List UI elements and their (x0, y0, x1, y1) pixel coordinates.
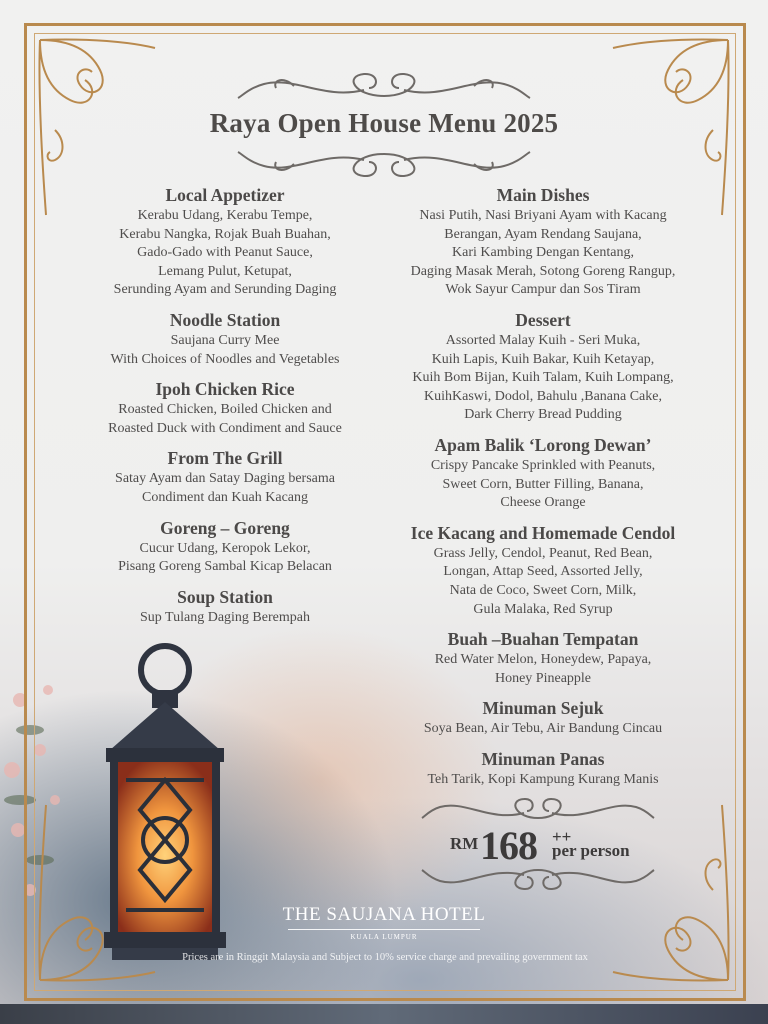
menu-item-line: Wok Sayur Campur dan Sos Tiram (445, 282, 641, 298)
menu-item-line: Roasted Chicken, Boiled Chicken and (118, 402, 332, 418)
menu-section-title: From The Grill (167, 448, 283, 469)
menu-section (70, 184, 380, 300)
menu-item-line: Satay Ayam dan Satay Daging bersama (115, 471, 335, 487)
right-menu-column (386, 184, 700, 798)
menu-section (70, 517, 380, 577)
menu-item-line: Kuih Lapis, Kuih Bakar, Kuih Ketayap, (431, 351, 655, 367)
menu-section-title: Dessert (515, 309, 571, 330)
menu-section-title: Ipoh Chicken Rice (155, 379, 295, 400)
menu-item-line: Kerabu Udang, Kerabu Tempe, (137, 208, 313, 223)
left-menu-column (70, 184, 380, 636)
menu-item-line: Nasi Putih, Nasi Briyani Ayam with Kacang (419, 208, 667, 223)
menu-item-line: Red Water Melon, Honeydew, Papaya, (434, 652, 652, 668)
menu-section (386, 434, 700, 513)
menu-item-line: Kari Kambing Dengan Kentang, (452, 245, 634, 261)
price-suffix: ++ (552, 827, 572, 846)
hotel-logo-name: THE SAUJANA HOTEL (282, 904, 486, 925)
menu-section-title: Soup Station (177, 586, 273, 607)
page-title: Raya Open House Menu 2025 (209, 108, 559, 138)
menu-item-line: Pisang Goreng Sambal Kicap Belacan (118, 559, 332, 575)
menu-section-title: Buah –Buahan Tempatan (447, 629, 639, 650)
menu-section (386, 697, 700, 739)
menu-item-line: Condiment dan Kuah Kacang (141, 489, 308, 505)
menu-item-line: Sup Tulang Daging Berempah (140, 609, 310, 625)
menu-item-line: Longan, Attap Seed, Assorted Jelly, (443, 564, 643, 580)
price-amount: 168 (480, 823, 537, 868)
ornament-scroll-icon (234, 66, 534, 106)
menu-section-title: Local Appetizer (165, 185, 285, 205)
hotel-logo-rule (288, 929, 480, 930)
menu-section (70, 378, 380, 438)
menu-section (70, 586, 380, 628)
price-per-person (552, 827, 630, 860)
menu-item-line: Teh Tarik, Kopi Kampung Kurang Manis (427, 771, 659, 787)
menu-section (386, 309, 700, 425)
menu-item-line: Crispy Pancake Sprinkled with Peanuts, (430, 457, 656, 473)
menu-item-line: Kuih Bom Bijan, Kuih Talam, Kuih Lompang, (412, 370, 674, 386)
ornament-scroll-icon (420, 792, 656, 826)
menu-section (386, 184, 700, 300)
menu-section-title: Noodle Station (169, 309, 281, 330)
menu-section (70, 309, 380, 369)
menu-section (70, 447, 380, 507)
price-per-label: per person (552, 841, 630, 860)
menu-item-line: Saujana Curry Mee (170, 332, 280, 348)
menu-item-line: Grass Jelly, Cendol, Peanut, Red Bean, (433, 545, 653, 561)
menu-section (386, 628, 700, 688)
menu-item-line: Serunding Ayam and Serunding Daging (113, 282, 337, 298)
ornament-scroll-icon (234, 144, 534, 184)
menu-section (386, 522, 700, 619)
price-block (448, 823, 648, 876)
menu-section-title: Apam Balik ‘Lorong Dewan’ (434, 434, 652, 455)
menu-section-title: Main Dishes (496, 185, 590, 205)
menu-item-line: Roasted Duck with Condiment and Sauce (108, 420, 342, 436)
menu-item-line: Cucur Udang, Keropok Lekor, (139, 540, 311, 556)
bottom-strip (0, 1004, 768, 1024)
hotel-logo-location: KUALA LUMPUR (350, 933, 418, 941)
menu-item-line: Daging Masak Merah, Sotong Goreng Rangup, (410, 263, 676, 279)
menu-item-line: Soya Bean, Air Tebu, Air Bandung Cincau (423, 721, 663, 737)
menu-item-line: Sweet Corn, Butter Filling, Banana, (442, 476, 644, 492)
price-currency: RM (450, 834, 479, 853)
menu-item-line: Honey Pineapple (494, 670, 592, 686)
menu-item-line: With Choices of Noodles and Vegetables (110, 351, 340, 367)
menu-item-line: Nata de Coco, Sweet Corn, Milk, (449, 582, 637, 598)
menu-section-title: Goreng – Goreng (160, 517, 290, 538)
menu-section-title: Minuman Panas (481, 748, 605, 769)
menu-item-line: KuihKaswi, Dodol, Bahulu ,Banana Cake, (424, 388, 662, 404)
menu-item-line: Gado-Gado with Peanut Sauce, (137, 245, 313, 261)
menu-item-line: Kerabu Nangka, Rojak Buah Buahan, (119, 226, 331, 242)
menu-section (386, 748, 700, 790)
menu-section-title: Minuman Sejuk (482, 698, 604, 719)
menu-item-line: Lemang Pulut, Ketupat, (158, 263, 292, 279)
menu-section-title: Ice Kacang and Homemade Cendol (410, 522, 676, 543)
menu-item-line: Assorted Malay Kuih - Seri Muka, (445, 332, 641, 348)
menu-item-line: Cheese Orange (500, 495, 586, 511)
menu-item-line: Berangan, Ayam Rendang Saujana, (444, 226, 642, 242)
menu-item-line: Gula Malaka, Red Syrup (473, 601, 613, 617)
menu-item-line: Dark Cherry Bread Pudding (464, 407, 622, 423)
price-footnote: Prices are in Ringgit Malaysia and Subject to 10% service charge and prevailing government tax (182, 952, 588, 963)
